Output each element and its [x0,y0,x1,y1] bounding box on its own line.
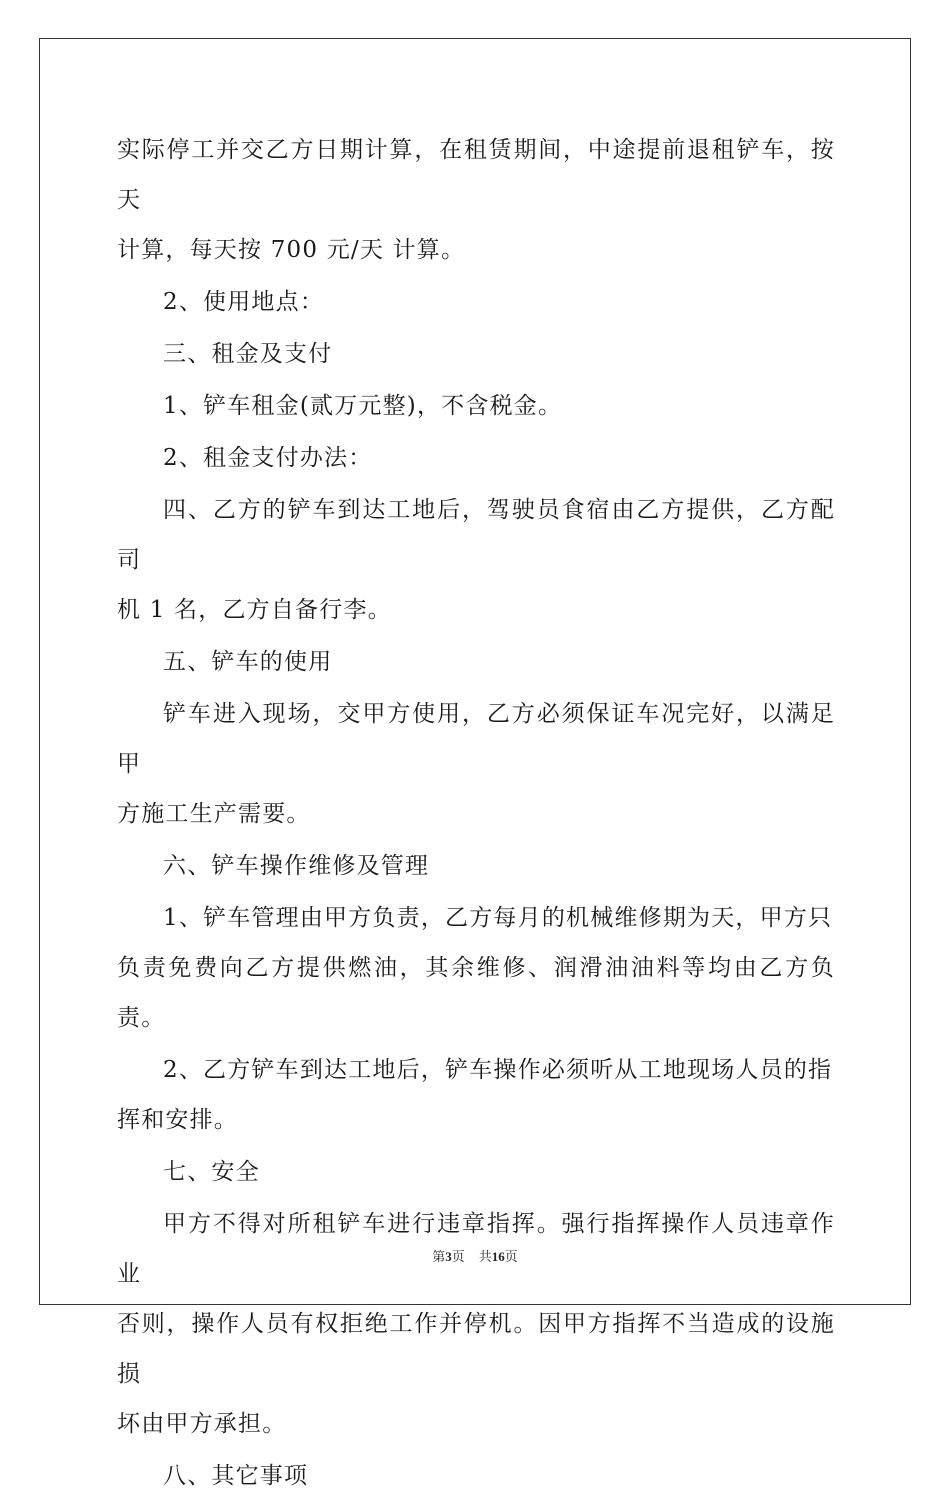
total-pages: 16 [491,1249,505,1264]
total-suffix: 页 [504,1249,518,1264]
text-line: 五、铲车的使用 [163,649,333,675]
section-heading [117,329,835,379]
paragraph [117,1045,835,1145]
paragraph [117,1199,835,1449]
text-line: 机 1 名，乙方自备行李。 [117,597,392,623]
section-heading [117,1147,835,1197]
text-line: 六、铲车操作维修及管理 [163,853,430,879]
paragraph [117,125,835,275]
section-heading [117,637,835,687]
paragraph [117,893,835,1043]
text-line: 否则，操作人员有权拒绝工作并停机。因甲方指挥不当造成的设施损 [117,1311,835,1387]
text-line: 1、铲车租金(贰万元整)，不含税金。 [163,393,563,419]
text-line: 实际停工并交乙方日期计算，在租赁期间，中途提前退租铲车，按天 [117,137,835,213]
total-prefix: 共 [478,1249,492,1264]
text-line: 七、安全 [163,1159,260,1185]
text-line: 坏由甲方承担。 [117,1411,287,1437]
paragraph [117,433,835,483]
text-line: 四、乙方的铲车到达工地后，驾驶员食宿由乙方提供，乙方配司 [117,497,835,573]
section-heading [117,841,835,891]
text-line: 1、铲车管理由甲方负责，乙方每月的机械维修期为天，甲方只 [163,905,833,931]
document-body [117,125,835,1503]
page-number: 3 [445,1249,452,1264]
text-line: 三、租金及支付 [163,341,333,367]
text-line: 2、使用地点： [163,289,325,315]
paragraph [117,277,835,327]
section-heading [117,1451,835,1501]
paragraph [117,381,835,431]
text-line: 2、租金支付办法： [163,445,373,471]
text-line: 方施工生产需要。 [117,801,311,827]
page-footer [0,1246,950,1265]
text-line: 八、其它事项 [163,1463,309,1489]
text-line: 2、乙方铲车到达工地后，铲车操作必须听从工地现场人员的指 [163,1057,833,1083]
text-line: 铲车进入现场，交甲方使用，乙方必须保证车况完好，以满足甲 [117,701,835,777]
paragraph [117,689,835,839]
text-line: 计算，每天按 700 元/天 计算。 [117,237,466,263]
page-suffix: 页 [451,1249,465,1264]
text-line: 挥和安排。 [117,1107,238,1133]
paragraph [117,485,835,635]
text-line: 甲方不得对所租铲车进行违章指挥。强行指挥操作人员违章作业 [117,1211,835,1287]
text-line: 负责免费向乙方提供燃油，其余维修、润滑油油料等均由乙方负责。 [117,955,835,1031]
page-prefix: 第 [432,1249,446,1264]
